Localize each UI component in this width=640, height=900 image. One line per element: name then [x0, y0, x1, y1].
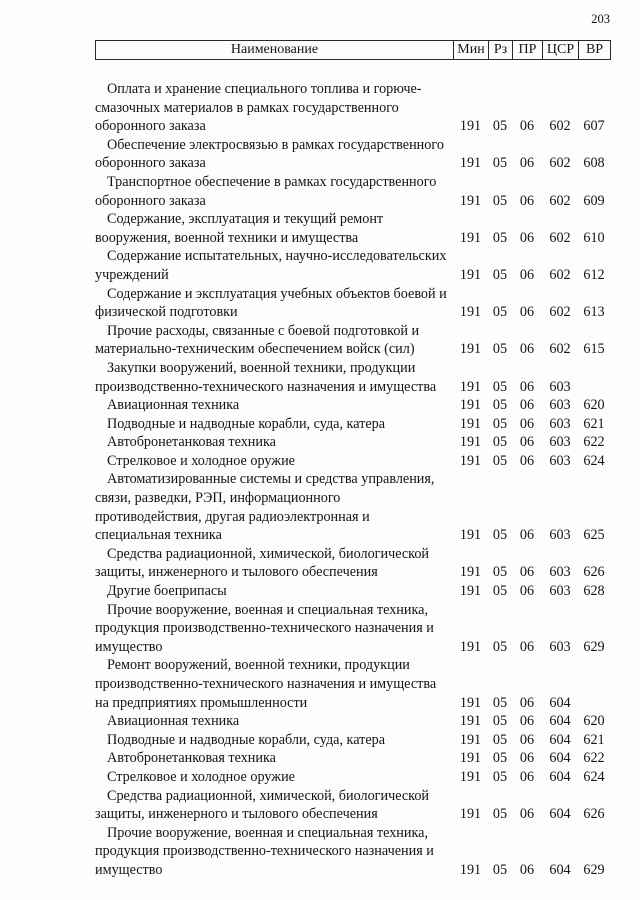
row-csr-code: 602	[549, 155, 571, 172]
row-title: Автоматизированные системы и средства управления, связи, разведки, РЭП, информационного противодействия, другая радиоэлектронная и специальная техника	[95, 471, 435, 544]
row-vr-code: 625	[583, 527, 605, 544]
table-row	[95, 656, 611, 712]
row-min-code: 191	[459, 731, 482, 748]
row-pr-code: 06	[519, 341, 535, 358]
row-csr-code: 602	[549, 304, 571, 321]
row-csr-code: 603	[549, 378, 571, 395]
row-vr-code: 622	[583, 434, 605, 451]
row-pr-code: 06	[519, 155, 535, 172]
row-min-code: 191	[459, 155, 482, 172]
row-min-code: 191	[459, 341, 482, 358]
table-row	[95, 285, 611, 322]
row-rz-code: 05	[492, 583, 508, 600]
table-row	[95, 210, 611, 247]
row-min-code: 191	[459, 750, 482, 767]
row-pr-code: 06	[519, 694, 535, 711]
row-rz-code: 05	[492, 434, 508, 451]
row-csr-code: 604	[549, 713, 571, 730]
row-pr-code: 06	[519, 527, 535, 544]
table-row	[95, 712, 611, 731]
row-csr-code: 602	[549, 192, 571, 209]
row-rz-code: 05	[492, 861, 508, 878]
row-pr-code: 06	[519, 583, 535, 600]
table-row	[95, 824, 611, 880]
column-header-csr: ЦСР	[542, 41, 578, 59]
row-csr-code: 603	[549, 527, 571, 544]
row-min-code: 191	[459, 415, 482, 432]
row-min-code: 191	[459, 583, 482, 600]
row-min-code: 191	[459, 378, 482, 395]
row-min-code: 191	[459, 304, 482, 321]
row-csr-code: 604	[549, 694, 571, 711]
row-pr-code: 06	[519, 452, 535, 469]
row-pr-code: 06	[519, 266, 535, 283]
table-row	[95, 601, 611, 657]
row-pr-code: 06	[519, 118, 535, 135]
row-vr-code: 608	[583, 155, 605, 172]
column-header-rz: Рз	[488, 41, 512, 59]
row-pr-code: 06	[519, 229, 535, 246]
row-pr-code: 06	[519, 713, 535, 730]
row-pr-code: 06	[519, 564, 535, 581]
row-vr-code: 620	[583, 713, 605, 730]
row-vr-code: 621	[583, 731, 605, 748]
table-header	[95, 40, 611, 60]
row-min-code: 191	[459, 118, 482, 135]
row-title: Содержание, эксплуатация и текущий ремонт вооружения, военной техники и имущества	[95, 211, 384, 246]
row-pr-code: 06	[519, 434, 535, 451]
row-min-code: 191	[459, 638, 482, 655]
row-vr-code: 624	[583, 768, 605, 785]
table-row	[95, 322, 611, 359]
table-row	[95, 582, 611, 601]
row-title: Автобронетанковая техника	[107, 750, 276, 767]
row-rz-code: 05	[492, 341, 508, 358]
row-csr-code: 603	[549, 415, 571, 432]
row-min-code: 191	[459, 527, 482, 544]
row-title: Содержание испытательных, научно-исследовательских учреждений	[95, 248, 447, 283]
row-csr-code: 602	[549, 229, 571, 246]
row-csr-code: 604	[549, 806, 571, 823]
row-rz-code: 05	[492, 731, 508, 748]
table-row	[95, 545, 611, 582]
row-vr-code: 615	[583, 341, 605, 358]
row-min-code: 191	[459, 806, 482, 823]
row-vr-code: 609	[583, 192, 605, 209]
row-min-code: 191	[459, 768, 482, 785]
row-csr-code: 603	[549, 397, 571, 414]
table-row	[95, 731, 611, 750]
column-header-pr: ПР	[512, 41, 542, 59]
table-row	[95, 396, 611, 415]
row-min-code: 191	[459, 694, 482, 711]
row-csr-code: 602	[549, 341, 571, 358]
row-rz-code: 05	[492, 397, 508, 414]
row-rz-code: 05	[492, 527, 508, 544]
row-rz-code: 05	[492, 155, 508, 172]
row-csr-code: 604	[549, 750, 571, 767]
table-row	[95, 452, 611, 471]
row-title: Автобронетанковая техника	[107, 434, 276, 451]
row-title: Авиационная техника	[107, 397, 240, 414]
row-rz-code: 05	[492, 304, 508, 321]
column-header-vr: ВР	[578, 41, 610, 59]
row-csr-code: 603	[549, 452, 571, 469]
table-row	[95, 247, 611, 284]
row-csr-code: 604	[549, 768, 571, 785]
row-csr-code: 602	[549, 266, 571, 283]
row-pr-code: 06	[519, 378, 535, 395]
table-row	[95, 768, 611, 787]
row-rz-code: 05	[492, 266, 508, 283]
table-row	[95, 749, 611, 768]
row-title: Стрелковое и холодное оружие	[107, 452, 295, 469]
row-title: Прочие вооружение, военная и специальная техника, продукция производственно-технического назначения и имущество	[95, 824, 434, 878]
row-vr-code: 628	[583, 583, 605, 600]
row-vr-code: 626	[583, 806, 605, 823]
row-title: Транспортное обеспечение в рамках государственного оборонного заказа	[95, 173, 437, 209]
row-title: Подводные и надводные корабли, суда, катера	[107, 731, 386, 748]
table-row	[95, 415, 611, 434]
row-vr-code: 626	[583, 564, 605, 581]
row-rz-code: 05	[492, 192, 508, 209]
row-title: Закупки вооружений, военной техники, продукции производственно-технического назначения и имущества	[95, 359, 437, 395]
row-rz-code: 05	[492, 694, 508, 711]
row-min-code: 191	[459, 266, 482, 283]
row-title: Ремонт вооружений, военной техники, продукции производственно-технического назначения и имущества на предприятиях промышленности	[95, 657, 437, 711]
row-rz-code: 05	[492, 229, 508, 246]
row-title: Обеспечение электросвязью в рамках государственного оборонного заказа	[95, 136, 444, 172]
table-row	[95, 80, 611, 136]
row-csr-code: 603	[549, 434, 571, 451]
row-vr-code: 629	[583, 861, 605, 878]
row-title: Авиационная техника	[107, 713, 240, 730]
row-min-code: 191	[459, 713, 482, 730]
row-vr-code: 624	[583, 452, 605, 469]
row-vr-code: 620	[583, 397, 605, 414]
row-title: Оплата и хранение специального топлива и горюче-смазочных материалов в рамках государственного оборонного заказа	[95, 81, 422, 135]
row-pr-code: 06	[519, 806, 535, 823]
row-rz-code: 05	[492, 452, 508, 469]
row-min-code: 191	[459, 192, 482, 209]
row-pr-code: 06	[519, 750, 535, 767]
row-pr-code: 06	[519, 638, 535, 655]
row-pr-code: 06	[519, 861, 535, 878]
row-rz-code: 05	[492, 118, 508, 135]
row-pr-code: 06	[519, 397, 535, 414]
row-min-code: 191	[459, 861, 482, 878]
row-vr-code: 607	[583, 118, 605, 135]
row-pr-code: 06	[519, 192, 535, 209]
row-csr-code: 603	[549, 564, 571, 581]
row-rz-code: 05	[492, 768, 508, 785]
table-row	[95, 470, 611, 544]
column-header-min: Мин	[453, 41, 488, 59]
row-rz-code: 05	[492, 638, 508, 655]
table-row	[95, 173, 611, 210]
table-body	[95, 80, 611, 880]
table-row	[95, 136, 611, 173]
row-rz-code: 05	[492, 564, 508, 581]
row-vr-code: 610	[583, 229, 605, 246]
row-rz-code: 05	[492, 378, 508, 395]
row-min-code: 191	[459, 564, 482, 581]
row-csr-code: 603	[549, 583, 571, 600]
row-csr-code: 603	[549, 638, 571, 655]
column-header-name: Наименование	[230, 42, 319, 57]
row-csr-code: 604	[549, 861, 571, 878]
table-row	[95, 433, 611, 452]
row-pr-code: 06	[519, 415, 535, 432]
page-number: 203	[591, 12, 610, 26]
row-vr-code: 622	[583, 750, 605, 767]
row-title: Содержание и эксплуатация учебных объектов боевой и физической подготовки	[95, 285, 447, 321]
row-title: Другие боеприпасы	[107, 583, 227, 600]
row-vr-code: 629	[583, 638, 605, 655]
row-title: Подводные и надводные корабли, суда, катера	[107, 415, 386, 432]
row-min-code: 191	[459, 434, 482, 451]
row-rz-code: 05	[492, 806, 508, 823]
row-csr-code: 602	[549, 118, 571, 135]
row-rz-code: 05	[492, 750, 508, 767]
row-title: Средства радиационной, химической, биологической защиты, инженерного и тылового обеспечения	[95, 787, 430, 823]
row-rz-code: 05	[492, 415, 508, 432]
row-csr-code: 604	[549, 731, 571, 748]
row-vr-code: 613	[583, 304, 605, 321]
row-title: Прочие вооружение, военная и специальная техника, продукция производственно-технического назначения и имущество	[95, 601, 434, 655]
row-vr-code: 612	[583, 266, 605, 283]
row-title: Прочие расходы, связанные с боевой подготовкой и материально-техническим обеспечением войск (сил)	[95, 322, 420, 358]
row-title: Стрелковое и холодное оружие	[107, 768, 295, 785]
row-min-code: 191	[459, 397, 482, 414]
row-pr-code: 06	[519, 768, 535, 785]
table-row	[95, 787, 611, 824]
row-min-code: 191	[459, 452, 482, 469]
row-min-code: 191	[459, 229, 482, 246]
row-title: Средства радиационной, химической, биологической защиты, инженерного и тылового обеспечения	[95, 545, 430, 581]
row-rz-code: 05	[492, 713, 508, 730]
row-vr-code: 621	[583, 415, 605, 432]
row-pr-code: 06	[519, 731, 535, 748]
table-row	[95, 359, 611, 396]
row-pr-code: 06	[519, 304, 535, 321]
